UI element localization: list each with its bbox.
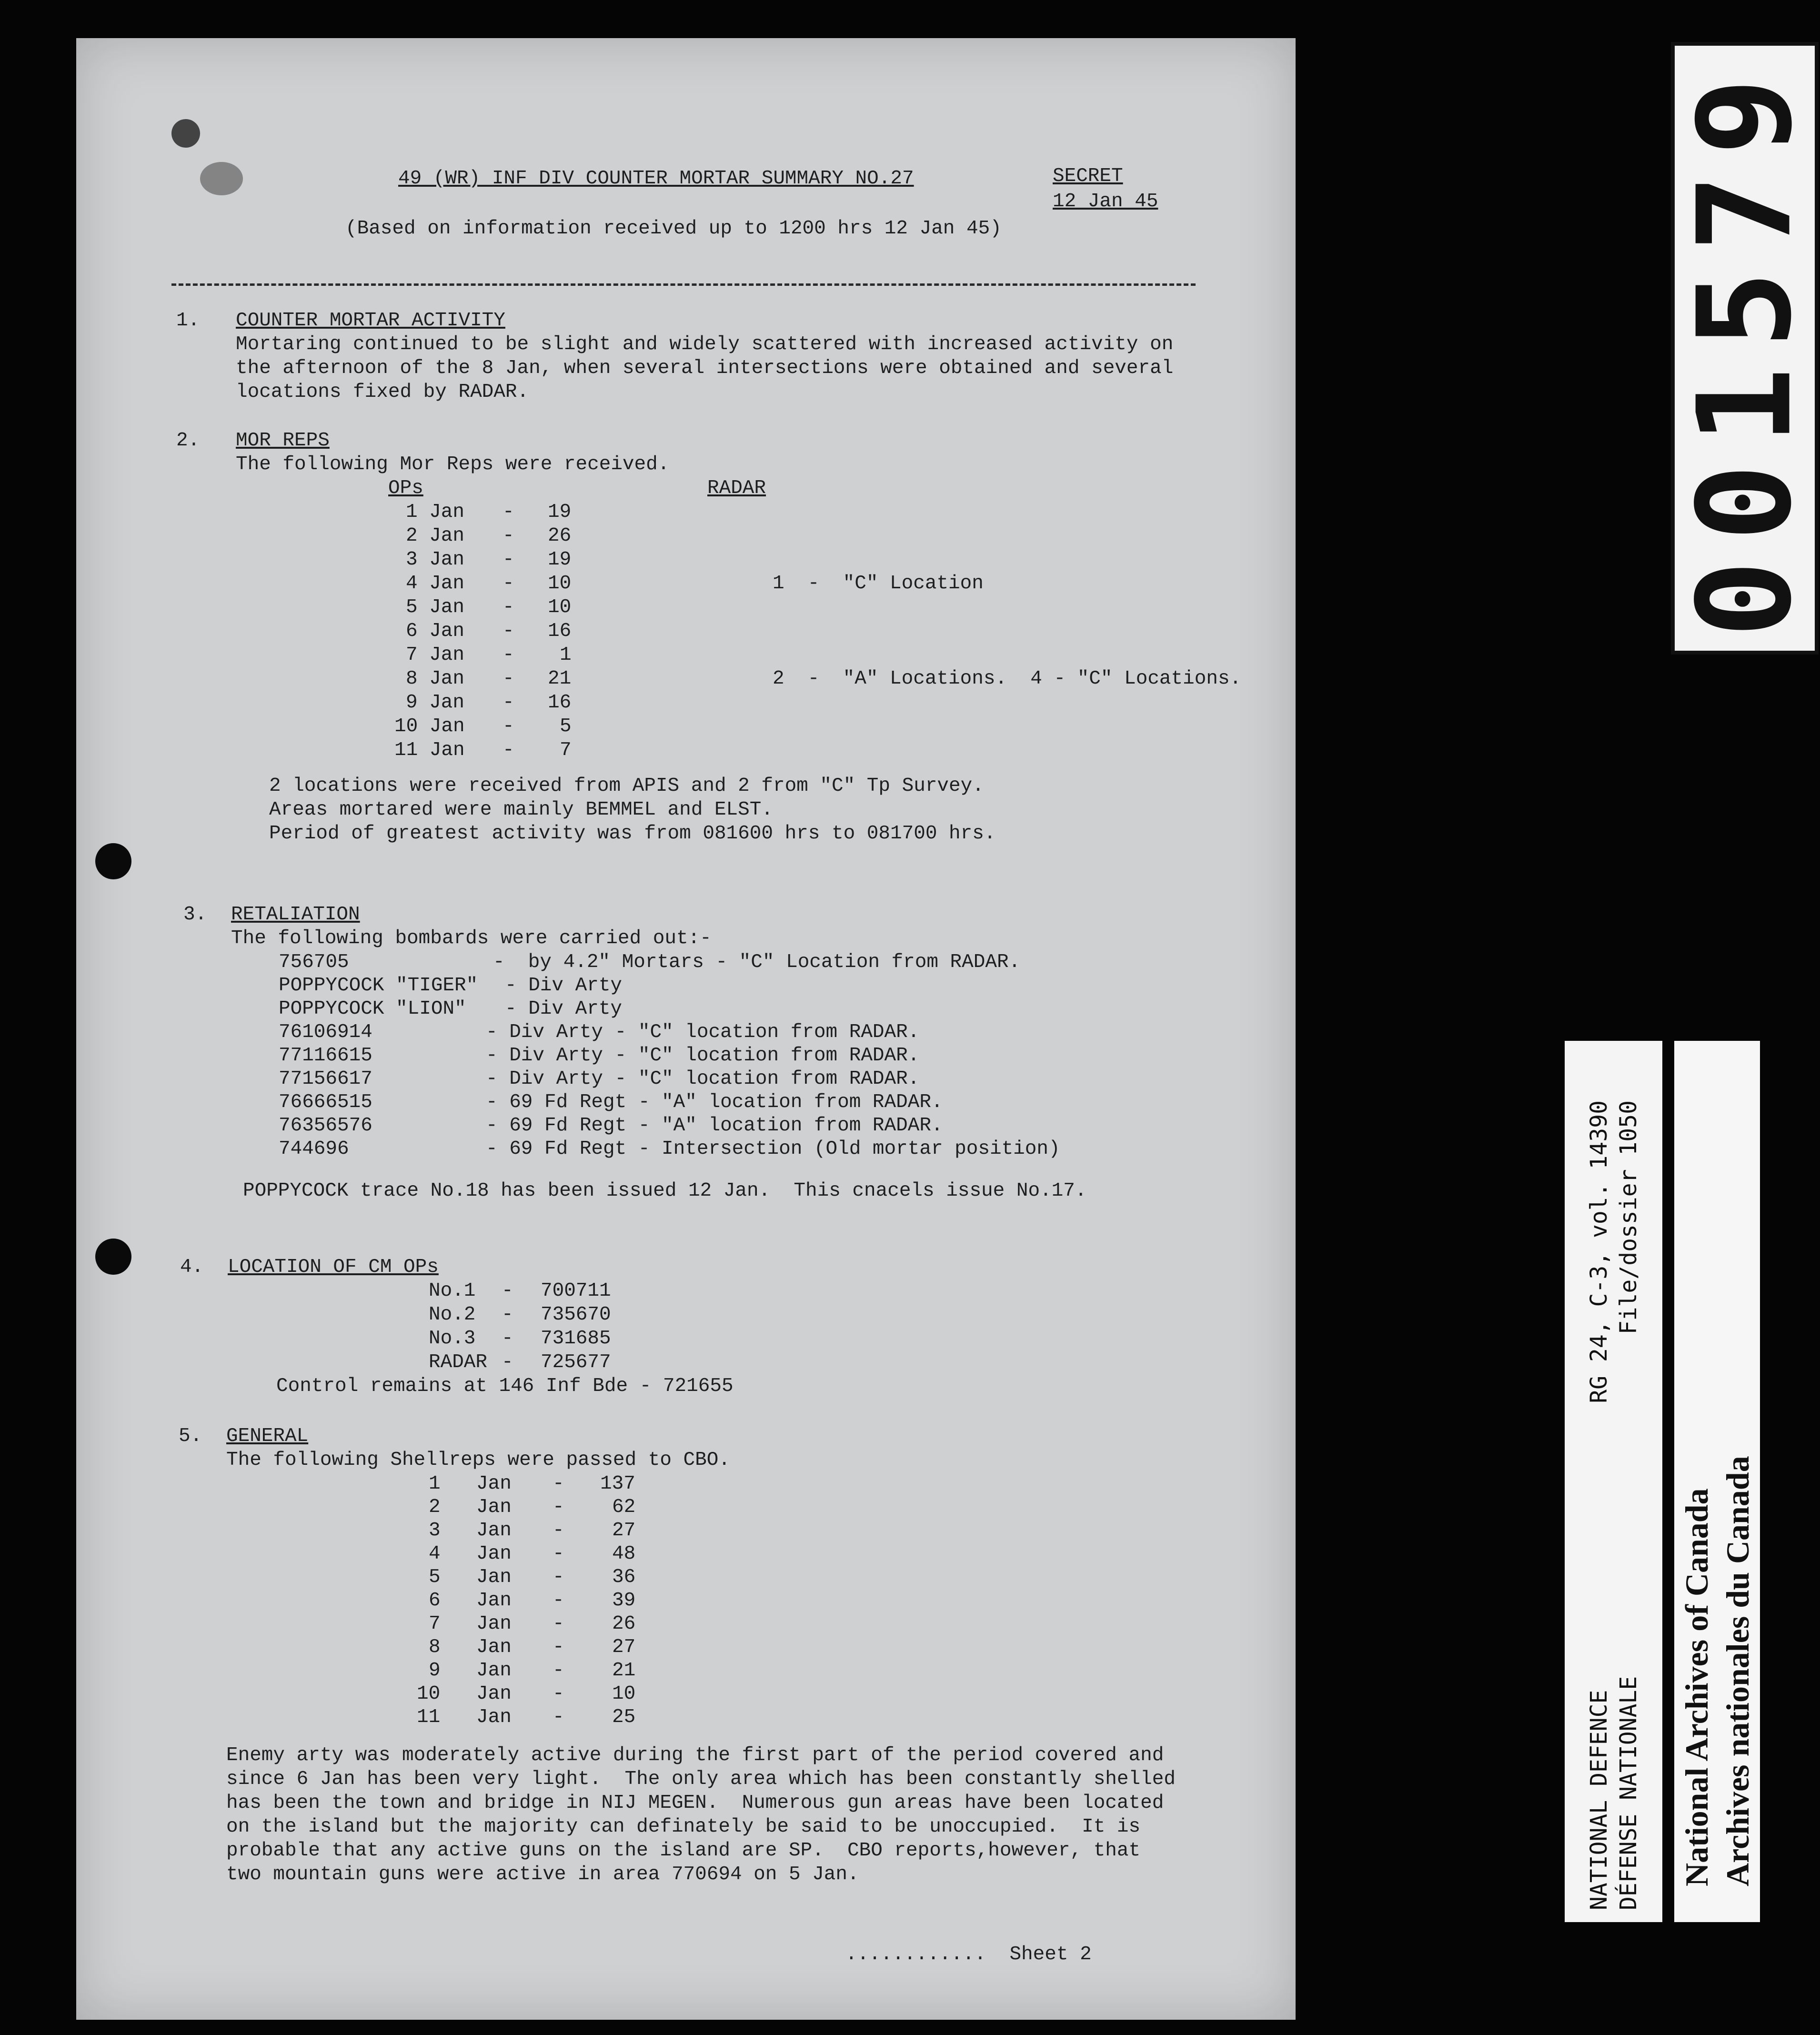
ink-smudge xyxy=(171,119,200,148)
mor-rep-radar: 2 - "A" Locations. 4 - "C" Locations. xyxy=(773,668,1242,690)
cm-op-label: No.2 xyxy=(429,1304,476,1326)
cm-op-dash: - xyxy=(502,1304,513,1326)
mor-rep-dash: - xyxy=(503,739,514,761)
mor-rep-dash: - xyxy=(503,715,514,737)
shellrep-dash: - xyxy=(553,1473,564,1495)
section-5-paragraph-line: since 6 Jan has been very light. The only area which has been constantly shelled xyxy=(226,1768,1176,1790)
mor-rep-dash: - xyxy=(503,644,514,666)
section-4-control: Control remains at 146 Inf Bde - 721655 xyxy=(276,1375,734,1397)
document-title: 49 (WR) INF DIV COUNTER MORTAR SUMMARY NO.27 xyxy=(398,168,914,190)
header-divider xyxy=(171,283,1196,286)
section-5-paragraph-line: on the island but the majority can definately be said to be unoccupied. It is xyxy=(226,1816,1141,1838)
mor-rep-count: 10 xyxy=(548,596,572,618)
cm-op-ref: 735670 xyxy=(541,1304,611,1326)
shellrep-month: Jan xyxy=(476,1473,512,1495)
shellrep-month: Jan xyxy=(476,1683,512,1705)
section-1-line: Mortaring continued to be slight and widely scattered with increased activity on xyxy=(236,333,1174,355)
shellrep-day: 8 xyxy=(429,1636,441,1658)
document-page xyxy=(76,38,1296,2020)
shellrep-count: 27 xyxy=(612,1520,636,1541)
section-5-paragraph-line: Enemy arty was moderately active during the first part of the period covered and xyxy=(226,1744,1164,1766)
shellrep-day: 10 xyxy=(417,1683,441,1705)
archive-stamp-number: 001579 xyxy=(1669,59,1820,638)
section-2-note: 2 locations were received from APIS and 2 from "C" Tp Survey. xyxy=(269,775,984,797)
mor-rep-dash: - xyxy=(503,573,514,594)
shellrep-dash: - xyxy=(553,1683,564,1705)
shellrep-day: 7 xyxy=(429,1613,441,1635)
cm-op-label: No.1 xyxy=(429,1280,476,1302)
section-3-intro: The following bombards were carried out:- xyxy=(231,927,712,949)
cm-op-ref: 725677 xyxy=(541,1351,611,1373)
shellrep-dash: - xyxy=(553,1660,564,1682)
shellrep-count: 27 xyxy=(612,1636,636,1658)
mor-rep-count: 19 xyxy=(548,501,572,523)
shellrep-count: 39 xyxy=(612,1590,636,1612)
shellrep-day: 5 xyxy=(429,1566,441,1588)
shellrep-dash: - xyxy=(553,1543,564,1565)
shellrep-day: 3 xyxy=(429,1520,441,1541)
shellrep-count: 36 xyxy=(612,1566,636,1588)
mor-rep-count: 16 xyxy=(548,620,572,642)
retaliation-detail: - Div Arty - "C" location from RADAR. xyxy=(486,1045,920,1067)
shellrep-month: Jan xyxy=(476,1543,512,1565)
retaliation-detail: - by 4.2" Mortars - "C" Location from RADAR. xyxy=(493,951,1021,973)
mor-rep-count: 26 xyxy=(548,525,572,547)
archives-name-english: National Archives of Canada xyxy=(1679,1488,1715,1886)
shellrep-month: Jan xyxy=(476,1566,512,1588)
archive-reference-line: File/dossier 1050 xyxy=(1615,1100,1642,1335)
section-1-line: the afternoon of the 8 Jan, when several intersections were obtained and several xyxy=(236,357,1174,379)
section-5-heading: GENERAL xyxy=(226,1425,309,1447)
section-2-intro: The following Mor Reps were received. xyxy=(236,453,670,475)
shellrep-month: Jan xyxy=(476,1636,512,1658)
shellrep-count: 25 xyxy=(612,1706,636,1728)
archives-name-french: Archives nationales du Canada xyxy=(1719,1456,1756,1886)
retaliation-ref: POPPYCOCK "TIGER" xyxy=(279,975,478,997)
cm-op-dash: - xyxy=(502,1328,513,1350)
mor-rep-count: 21 xyxy=(548,668,572,690)
retaliation-detail: - Div Arty xyxy=(505,998,623,1020)
cm-op-label: No.3 xyxy=(429,1328,476,1350)
retaliation-ref: 76106914 xyxy=(279,1021,372,1043)
retaliation-detail: - 69 Fd Regt - Intersection (Old mortar position) xyxy=(486,1138,1060,1160)
archive-reference-line: RG 24, C-3, vol. 14390 xyxy=(1585,1100,1612,1403)
shellrep-count: 26 xyxy=(612,1613,636,1635)
retaliation-detail: - 69 Fd Regt - "A" location from RADAR. xyxy=(486,1115,943,1137)
punch-hole xyxy=(95,843,131,879)
section-3-heading: RETALIATION xyxy=(231,904,360,926)
punch-hole xyxy=(95,1239,131,1275)
section-2-note: Period of greatest activity was from 081600 hrs to 081700 hrs. xyxy=(269,823,996,845)
section-5-number: 5. xyxy=(179,1425,202,1447)
section-2-note: Areas mortared were mainly BEMMEL and ELST. xyxy=(269,799,773,821)
section-5-paragraph-line: two mountain guns were active in area 770694 on 5 Jan. xyxy=(226,1864,859,1885)
shellrep-month: Jan xyxy=(476,1590,512,1612)
mor-rep-day: 6 Jan xyxy=(406,620,465,642)
mor-rep-count: 19 xyxy=(548,549,572,571)
shellrep-count: 10 xyxy=(612,1683,636,1705)
shellrep-month: Jan xyxy=(476,1706,512,1728)
retaliation-detail: - Div Arty - "C" location from RADAR. xyxy=(486,1068,920,1090)
shellrep-day: 2 xyxy=(429,1496,441,1518)
retaliation-ref: 76666515 xyxy=(279,1091,372,1113)
shellrep-day: 9 xyxy=(429,1660,441,1682)
shellrep-month: Jan xyxy=(476,1660,512,1682)
shellrep-month: Jan xyxy=(476,1613,512,1635)
page-footer: ............ Sheet 2 xyxy=(845,1944,1092,1965)
retaliation-detail: - Div Arty - "C" location from RADAR. xyxy=(486,1021,920,1043)
mor-rep-dash: - xyxy=(503,620,514,642)
shellrep-day: 4 xyxy=(429,1543,441,1565)
mor-rep-count: 7 xyxy=(560,739,572,761)
shellrep-month: Jan xyxy=(476,1520,512,1541)
retaliation-ref: 756705 xyxy=(279,951,349,973)
archive-department-line: NATIONAL DEFENCE xyxy=(1585,1690,1612,1910)
mor-rep-day: 4 Jan xyxy=(406,573,465,594)
section-2-number: 2. xyxy=(176,430,200,452)
retaliation-ref: 77116615 xyxy=(279,1045,372,1067)
mor-rep-count: 1 xyxy=(560,644,572,666)
cm-op-ref: 731685 xyxy=(541,1328,611,1350)
mor-rep-dash: - xyxy=(503,501,514,523)
shellrep-day: 1 xyxy=(429,1473,441,1495)
shellrep-dash: - xyxy=(553,1590,564,1612)
mor-rep-day: 5 Jan xyxy=(406,596,465,618)
retaliation-ref: 76356576 xyxy=(279,1115,372,1137)
shellrep-day: 11 xyxy=(417,1706,441,1728)
mor-rep-day: 8 Jan xyxy=(406,668,465,690)
retaliation-ref: 77156617 xyxy=(279,1068,372,1090)
mor-rep-day: 3 Jan xyxy=(406,549,465,571)
section-2-heading: MOR REPS xyxy=(236,430,330,452)
mor-rep-day: 9 Jan xyxy=(406,692,465,714)
mor-rep-day: 1 Jan xyxy=(406,501,465,523)
shellrep-dash: - xyxy=(553,1706,564,1728)
shellrep-dash: - xyxy=(553,1520,564,1541)
shellrep-count: 137 xyxy=(600,1473,635,1495)
section-1-heading: COUNTER MORTAR ACTIVITY xyxy=(236,310,505,332)
mor-rep-dash: - xyxy=(503,596,514,618)
mor-rep-dash: - xyxy=(503,692,514,714)
section-3-number: 3. xyxy=(183,904,207,926)
section-5-paragraph-line: probable that any active guns on the island are SP. CBO reports,however, that xyxy=(226,1840,1141,1862)
radar-column-header: RADAR xyxy=(707,477,766,499)
cm-op-dash: - xyxy=(502,1280,513,1302)
mor-rep-day: 11 Jan xyxy=(394,739,465,761)
retaliation-ref: 744696 xyxy=(279,1138,349,1160)
archives-canada-label xyxy=(1674,1041,1760,1922)
mor-rep-day: 7 Jan xyxy=(406,644,465,666)
mor-rep-day: 2 Jan xyxy=(406,525,465,547)
mor-rep-count: 10 xyxy=(548,573,572,594)
archive-stamp-box xyxy=(1671,42,1819,655)
shellrep-dash: - xyxy=(553,1636,564,1658)
mor-rep-count: 16 xyxy=(548,692,572,714)
section-4-heading: LOCATION OF CM OPs xyxy=(228,1256,439,1278)
shellrep-month: Jan xyxy=(476,1496,512,1518)
retaliation-ref: POPPYCOCK "LION" xyxy=(279,998,466,1020)
shellrep-dash: - xyxy=(553,1613,564,1635)
shellrep-count: 21 xyxy=(612,1660,636,1682)
section-3-note: POPPYCOCK trace No.18 has been issued 12 Jan. This cnacels issue No.17. xyxy=(243,1180,1087,1202)
archive-department-line: DÉFENSE NATIONALE xyxy=(1615,1676,1642,1910)
shellrep-dash: - xyxy=(553,1566,564,1588)
cm-op-ref: 700711 xyxy=(541,1280,611,1302)
ops-column-header: OPs xyxy=(388,477,423,499)
mor-rep-dash: - xyxy=(503,668,514,690)
archive-reference-label xyxy=(1565,1041,1662,1922)
shellrep-dash: - xyxy=(553,1496,564,1518)
cm-op-dash: - xyxy=(502,1351,513,1373)
section-4-number: 4. xyxy=(180,1256,204,1278)
section-1-number: 1. xyxy=(176,310,200,332)
mor-rep-day: 10 Jan xyxy=(394,715,465,737)
retaliation-detail: - 69 Fd Regt - "A" location from RADAR. xyxy=(486,1091,943,1113)
shellrep-count: 48 xyxy=(612,1543,636,1565)
shellrep-day: 6 xyxy=(429,1590,441,1612)
document-subtitle: (Based on information received up to 1200 hrs 12 Jan 45) xyxy=(345,218,1002,240)
mor-rep-dash: - xyxy=(503,525,514,547)
retaliation-detail: - Div Arty xyxy=(505,975,623,997)
shellrep-count: 62 xyxy=(612,1496,636,1518)
document-date: 12 Jan 45 xyxy=(1053,191,1158,212)
section-5-paragraph-line: has been the town and bridge in NIJ MEGEN. Numerous gun areas have been located xyxy=(226,1792,1164,1814)
cm-op-label: RADAR xyxy=(429,1351,488,1373)
section-5-intro: The following Shellreps were passed to CBO. xyxy=(226,1449,730,1471)
mor-rep-dash: - xyxy=(503,549,514,571)
mor-rep-radar: 1 - "C" Location xyxy=(773,573,984,594)
classification-label: SECRET xyxy=(1053,165,1123,187)
mor-rep-count: 5 xyxy=(560,715,572,737)
ink-smudge xyxy=(200,162,243,195)
section-1-line: locations fixed by RADAR. xyxy=(236,381,529,403)
